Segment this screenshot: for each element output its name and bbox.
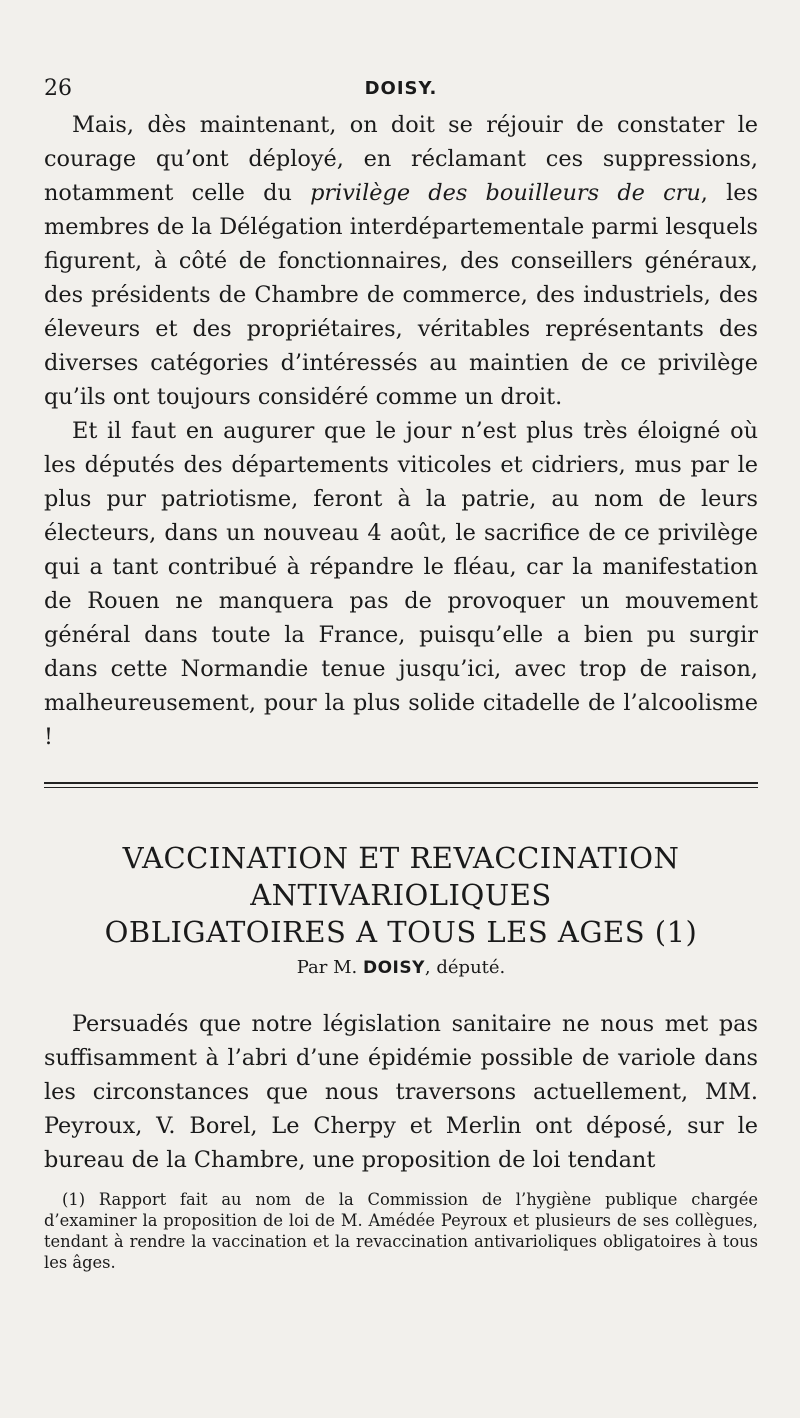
section-separator xyxy=(44,782,758,788)
article-title xyxy=(44,840,758,951)
byline-prefix: Par M. xyxy=(296,957,358,978)
paragraph: Persuadés que notre législation sanitaire ne nous met pas suffisamment à l’abri d’une épidémie possible de variole dans les circonstances que nous traversons actuellement, MM. Peyroux, V. Borel, Le Cherpy et Merlin ont déposé, sur le bureau de la Chambre, une proposition de loi tendant xyxy=(44,1011,758,1173)
footnote-text: (1) Rapport fait au nom de la Commission de l’hygiène publique chargée d’examiner la proposition de loi de M. Amédée Peyroux et plusieurs de ses collègues, tendant à rendre la vaccination et la revaccination antivarioliques obligatoires à tous les âges. xyxy=(44,1190,758,1272)
running-head xyxy=(44,68,758,108)
paragraph: Et il faut en augurer que le jour n’est plus très éloigné où les députés des départements viticoles et cidriers, mus par le plus pur patriotisme, feront à la patrie, au nom de leurs électeurs, dans un nouveau 4 août, le sacrifice de ce privilège qui a tant contribué à répandre le fléau, car la manifestation de Rouen ne manquera pas de provoquer un mouvement général dans toute la France, puisqu’elle a bien pu surgir dans cette Normandie tenue jusqu’ici, avec trop de raison, malheureusement, pour la plus solide citadelle de l’alcoolisme ! xyxy=(44,418,758,750)
title-line: VACCINATION ET REVACCINATION xyxy=(122,841,680,875)
footnote xyxy=(44,1189,758,1273)
title-line: OBLIGATOIRES A TOUS LES AGES (1) xyxy=(104,915,698,949)
author-name: DOISY xyxy=(362,958,425,978)
page-number: 26 xyxy=(44,76,72,101)
byline-suffix: , député. xyxy=(424,957,506,978)
paragraph xyxy=(44,108,758,414)
running-title: DOISY. xyxy=(364,78,438,99)
previous-article-text xyxy=(44,108,758,754)
paragraph-text: , les membres de la Délégation interdépartementale parmi lesquels figurent, à côté de fonctionnaires, des conseillers généraux, des présidents de Chambre de commerce, des industriels, des éleveurs et des propriétaires, véritables représentants des diverses catégories d’intéressés au maintien de ce privilège qu’ils ont toujours considéré comme un droit. xyxy=(44,180,758,410)
byline xyxy=(44,955,758,981)
paragraph-text: Mais, dès maintenant, on doit se réjouir de constater le courage qu’ont déployé, en réclamant ces suppressions, notamment celle du xyxy=(44,112,758,206)
article-intro xyxy=(44,1007,758,1177)
italic-phrase: privilège des bouilleurs de cru xyxy=(310,180,701,206)
title-line: ANTIVARIOLIQUES xyxy=(250,878,552,912)
